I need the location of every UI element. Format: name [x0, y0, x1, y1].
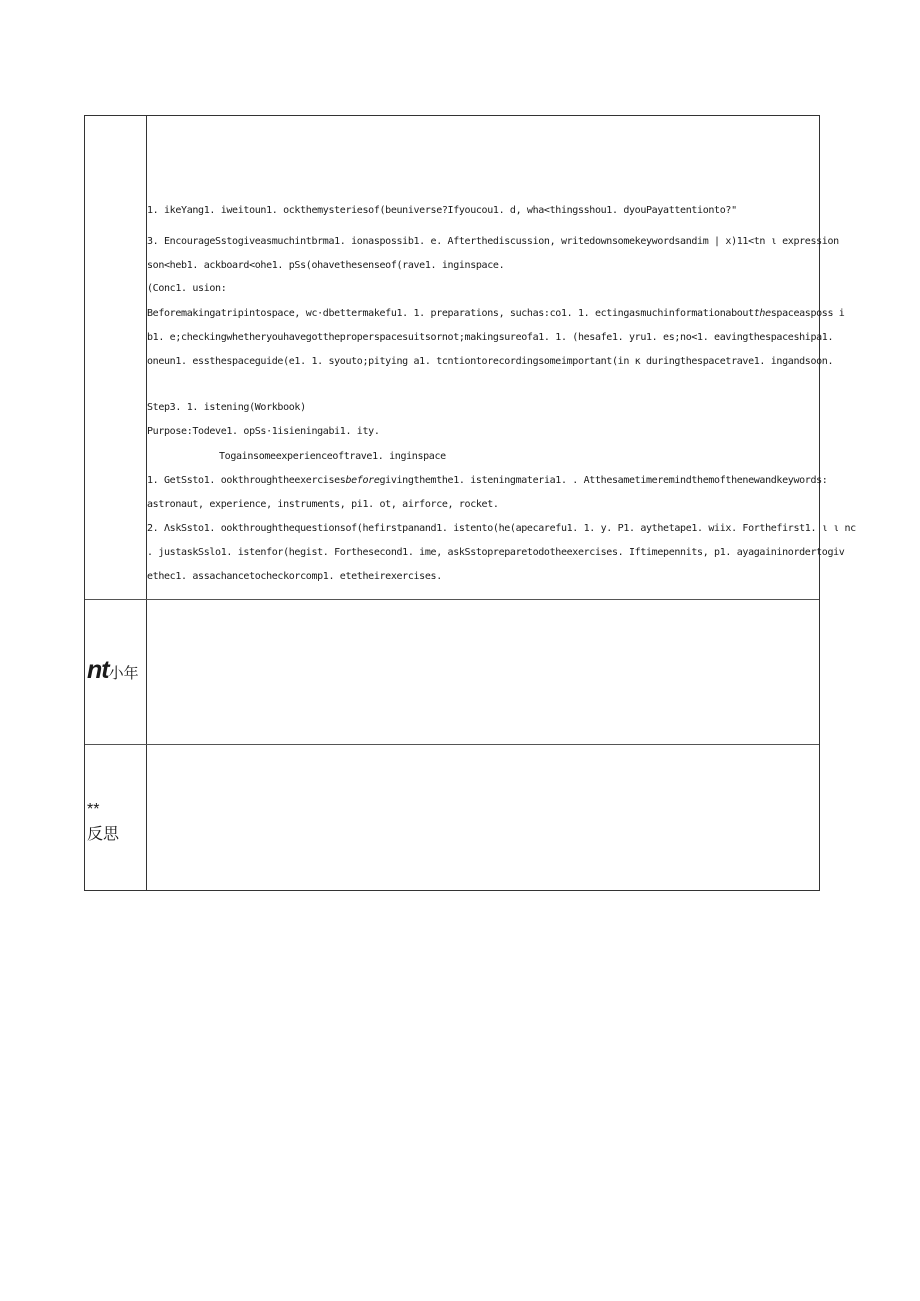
reflection-row — [85, 745, 819, 890]
homework-label-cell — [85, 600, 147, 744]
reflection-label: 反思 — [87, 824, 120, 843]
text-line: oneun1. essthespaceguide(e1. 1. syouto;pitying a1. tcntiontorecordingsomeimportant(in κ duringthespacetrave1. ingandsoon. — [147, 356, 834, 367]
text-line: ethec1. assachancetocheckorcomp1. etetheirexercises. — [147, 571, 442, 582]
text-line: Step3. 1. istening(Workbook) — [147, 402, 306, 413]
homework-row — [85, 600, 819, 745]
text-line: (Conc1. usion: — [147, 283, 227, 294]
text-line: Purpose:Todeve1. opSs·1isieningabi1. ity. — [147, 426, 380, 437]
homework-content-cell — [147, 600, 819, 744]
lesson-plan-table — [84, 115, 856, 891]
text-line: Togainsomeexperienceoftrave1. inginspace — [219, 451, 446, 462]
reflection-label-cell — [85, 745, 147, 890]
text-line: b1. e;checkingwhetheryouhavegottheproperspacesuitsornot;makingsureofa1. 1. (hesafe1. yru1. es;no<1. eavingthespaceshipa1. — [147, 332, 834, 343]
reflection-label-prefix: ** — [87, 801, 100, 818]
procedure-row — [85, 116, 856, 600]
text-line: son<heb1. ackboard<ohe1. pSs(ohavethesenseof(rave1. inginspace. — [147, 260, 505, 271]
text-line: 2. ΛskSsto1. ookthroughthequestionsof(hefirstpanand1. istento(he(apecarefu1. 1. y. P1. aythetape1. wiix. Forthefirst1. ι ι nc — [147, 523, 856, 534]
procedure-content-cell — [147, 116, 856, 599]
reflection-content-cell — [147, 745, 819, 890]
text-line: . justaskSslo1. istenfor(hegist. Forthesecond1. ime, askSstopreparetodotheexercises. Iftimepennits, p1. ayagaininordertogiv — [147, 547, 845, 558]
text-line: astronaut, experience, instruments, pi1. ot, airforce, rocket. — [147, 499, 499, 510]
procedure-label-cell — [85, 116, 147, 599]
text-line: 1. GetSsto1. ookthroughtheexercisesbeforegivingthemthe1. isteningmateria1. . Atthesametimeremindthemofthenewandkeywords: — [147, 475, 828, 486]
text-line: 1. ikeYang1. iweitoun1. ockthemysteriesof(beuniverse?Ifyoucou1. d, wha<thingsshou1. dyouPayattentionto?" — [147, 205, 737, 216]
homework-label: nt小年 — [87, 656, 139, 684]
text-line: Beforemakingatripintospace, wc·dbettermakefu1. 1. preparations, suchas:co1. 1. ectingasmuchinformationaboutthespaceasposs i — [147, 308, 845, 319]
text-line: 3. EncourageSstogiveasmuchintbrma1. ionaspossib1. e. Afterthediscussion, writedownsomekeywordsandim | x)11<tn ι expression — [147, 236, 839, 247]
